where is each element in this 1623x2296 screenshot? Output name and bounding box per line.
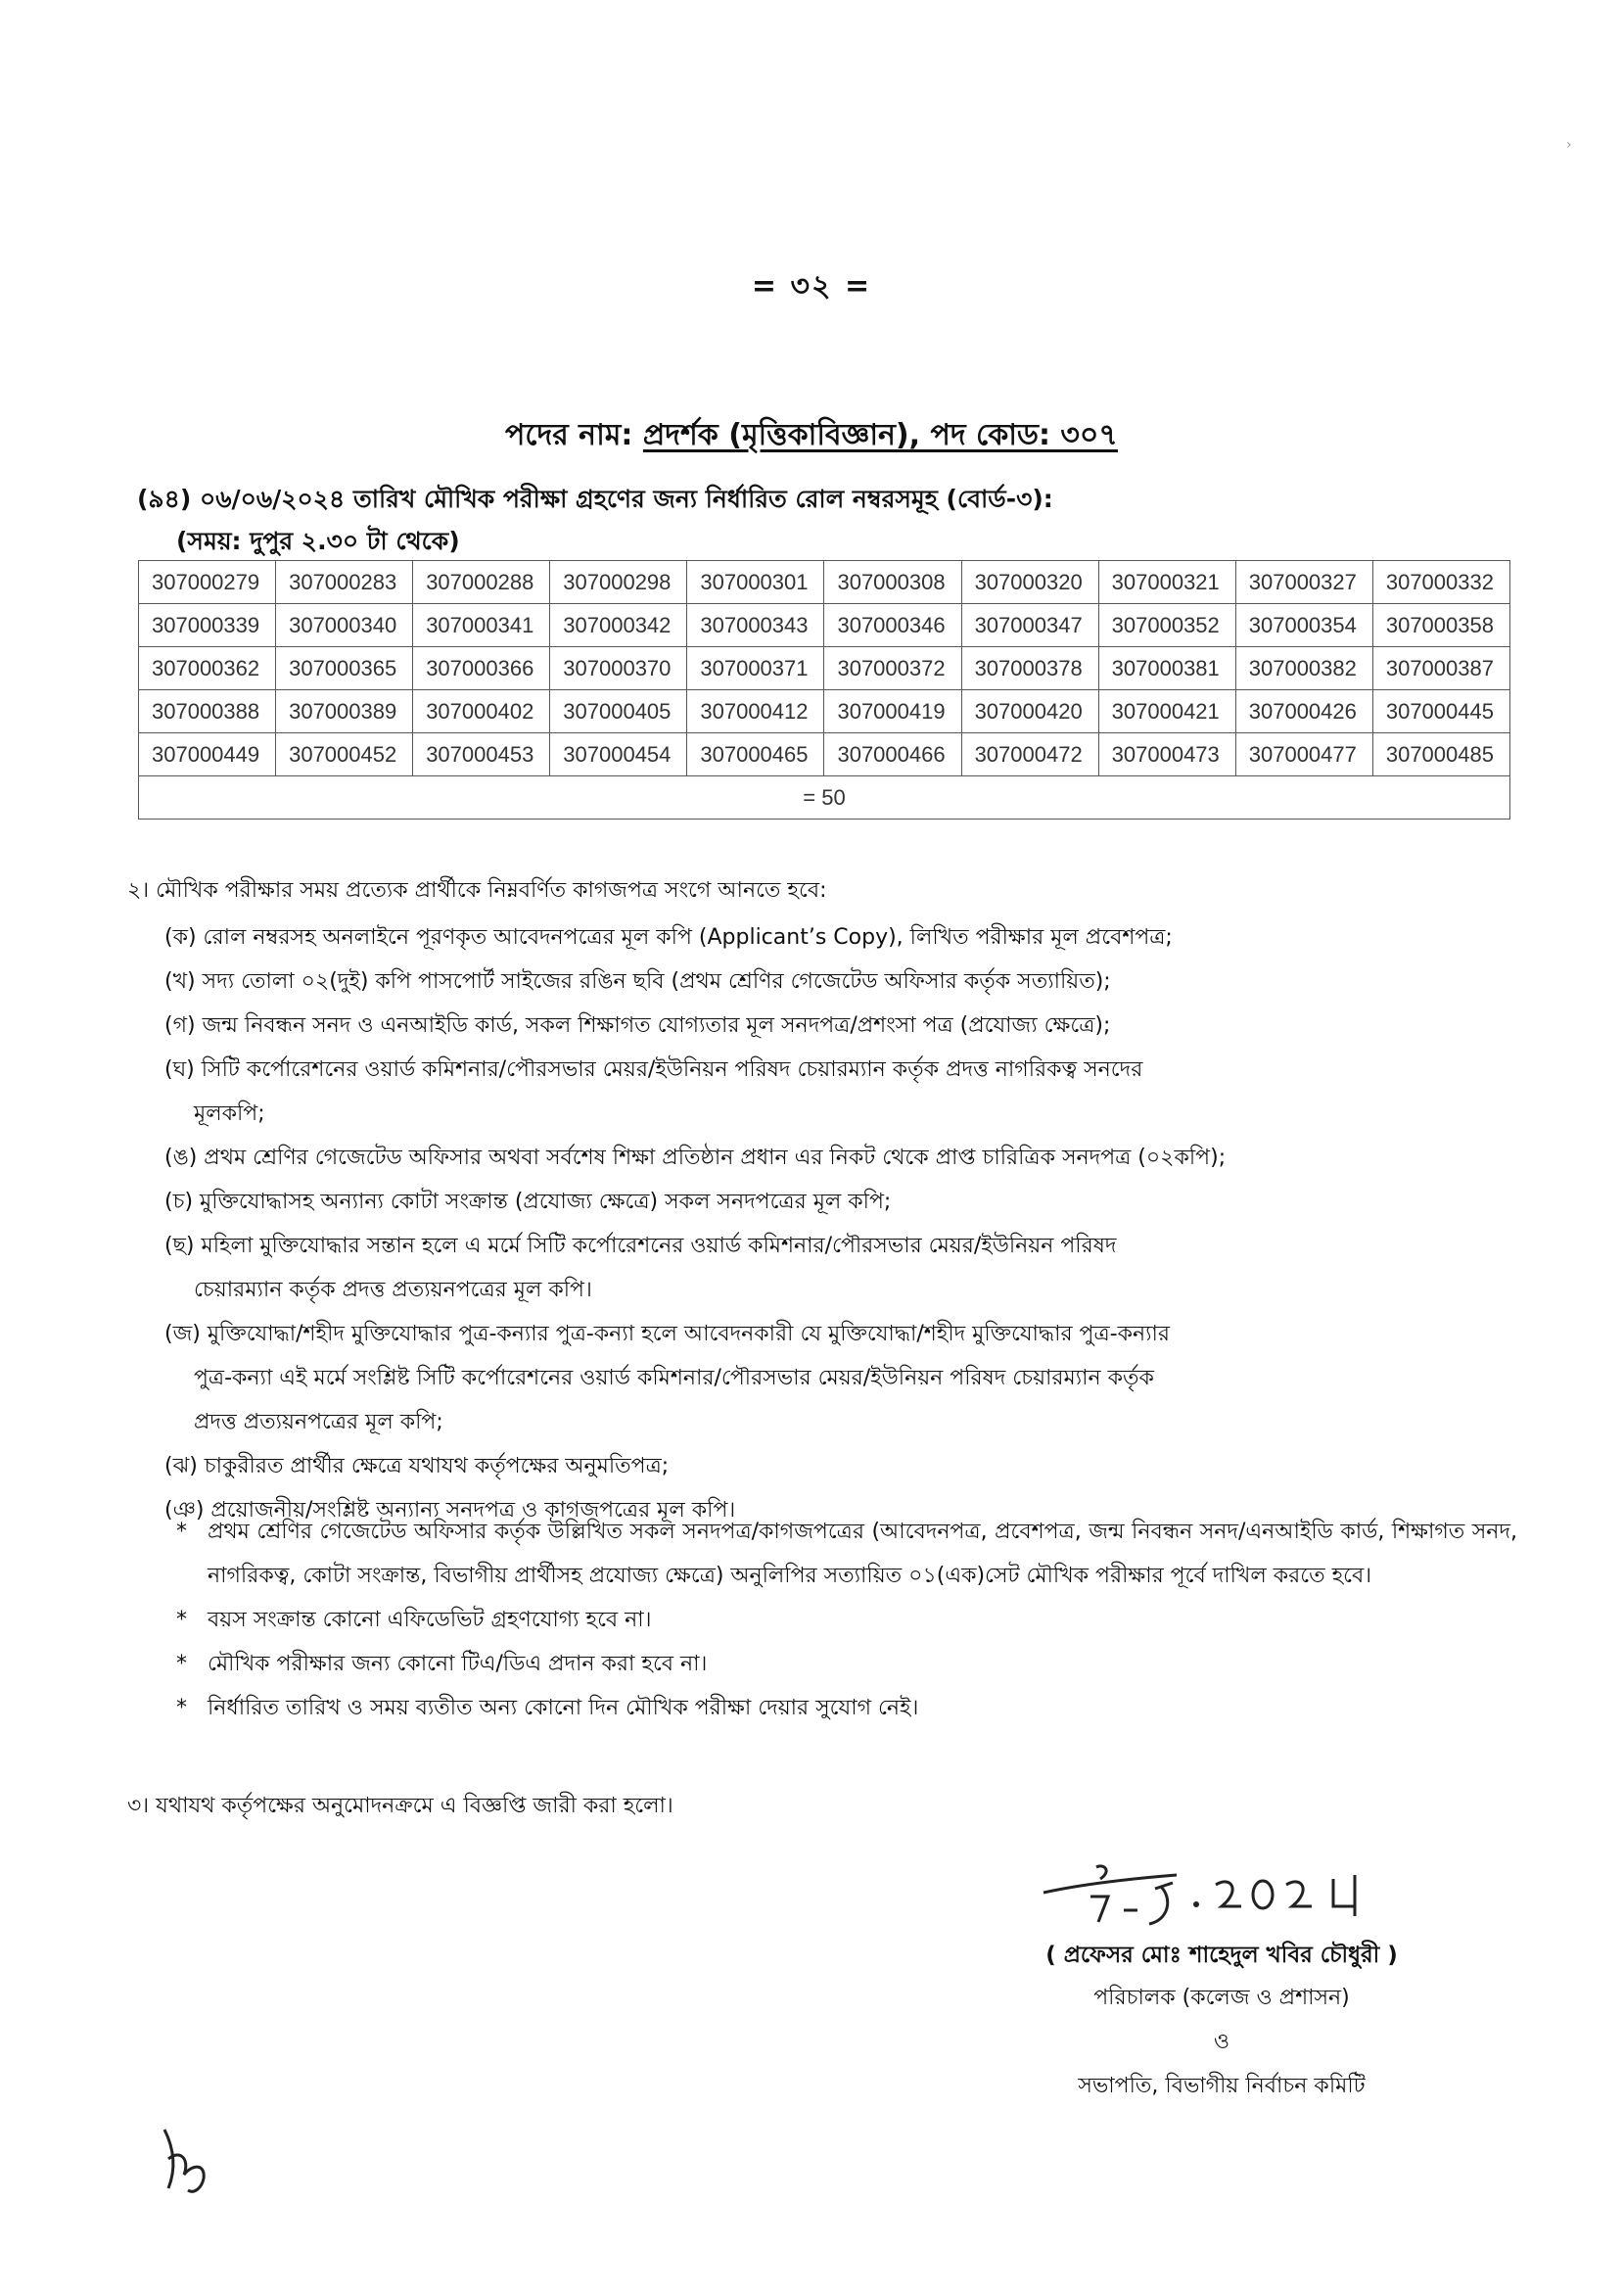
roll-number-cell: 307000362 (139, 647, 276, 690)
roll-number-cell: 307000346 (824, 604, 961, 647)
roll-number-cell: 307000382 (1235, 647, 1372, 690)
list-item (164, 915, 1515, 960)
list-item-text: (খ) সদ্য তোলা ০২(দুই) কপি পাসপোর্ট সাইজের রঙিন ছবি (প্রথম শ্রেণির গেজেটেড অফিসার কর্তৃক সত্যায়িত); (164, 969, 1111, 994)
roll-number-cell: 307000420 (961, 690, 1098, 733)
list-item (164, 1224, 1515, 1312)
section-2-intro: ২। মৌখিক পরীক্ষার সময় প্রত্যেক প্রার্থীকে নিম্নবর্ণিত কাগজপত্র সংগে আনতে হবে: (127, 878, 827, 903)
roll-number-cell: 307000449 (139, 733, 276, 776)
roll-number-cell: 307000381 (1098, 647, 1235, 690)
note-item (176, 1598, 1517, 1642)
schedule-heading: (৯৪) ০৬/০৬/২০২৪ তারিখ মৌখিক পরীক্ষা গ্রহণের জন্য নির্ধারিত রোল নম্বরসমূহ (বোর্ড-৩): (137, 485, 1053, 513)
list-item-continuation: চেয়ারম্যান কর্তৃক প্রদত্ত প্রত্যয়নপত্রের মূল কপি। (194, 1278, 592, 1302)
post-label: পদের নাম: (505, 418, 643, 452)
roll-number-cell: 307000339 (139, 604, 276, 647)
roll-number-cell: 307000387 (1372, 647, 1509, 690)
list-item (164, 1180, 1515, 1224)
roll-number-cell: 307000341 (413, 604, 550, 647)
bullet-asterisk: * (176, 1608, 187, 1632)
roll-number-cell: 307000298 (550, 561, 687, 604)
post-name: প্রদর্শক (মৃত্তিকাবিজ্ঞান), পদ কোড: ৩০৭ (642, 418, 1118, 452)
roll-number-cell: 307000358 (1372, 604, 1509, 647)
note-text: নির্ধারিত তারিখ ও সময় ব্যতীত অন্য কোনো দিন মৌখিক পরীক্ষা দেয়ার সুযোগ নেই। (208, 1696, 919, 1720)
list-item-text: (জ) মুক্তিযোদ্ধা/শহীদ মুক্তিযোদ্ধার পুত্র-কন্যার পুত্র-কন্যা হলে আবেদনকারী যে মুক্তিযোদ্ধা/শহীদ মুক্তিযোদ্ধার পুত্র-কন্যার (164, 1322, 1170, 1346)
roll-number-table (138, 560, 1510, 820)
note-item (176, 1686, 1517, 1730)
post-title (0, 411, 1623, 461)
signer-name: ( প্রফেসর মোঃ শাহেদুল খবির চৌধুরী ) (1045, 1943, 1398, 1968)
list-item-text: (ঘ) সিটি কর্পোরেশনের ওয়ার্ড কমিশনার/পৌরসভার মেয়র/ইউনিয়ন পরিষদ চেয়ারম্যান কর্তৃক প্রদত্ত নাগরিকত্ব সনদের (164, 1057, 1143, 1082)
note-text: মৌখিক পরীক্ষার জন্য কোনো টিএ/ডিএ প্রদান করা হবে না। (208, 1652, 708, 1676)
roll-number-cell: 307000372 (824, 647, 961, 690)
roll-number-cell: 307000308 (824, 561, 961, 604)
roll-number-cell: 307000340 (276, 604, 413, 647)
note-text: প্রথম শ্রেণির গেজেটেড অফিসার কর্তৃক উল্লিখিত সকল সনদপত্র/কাগজপত্রের (আবেদনপত্র, প্রবেশপত্র, জন্ম নিবন্ধন সনদ/এনআইডি কার্ড, শিক্ষাগত সনদ, নাগরিকত্ব, কোটা সংক্রান্ত, বিভাগীয় প্রার্থীসহ প্রযোজ্য ক্ষেত্রে) অনুলিপির সত্যায়িত ০১(এক)সেট মৌখিক পরীক্ষার পূর্বে দাখিল করতে হবে। (208, 1520, 1517, 1588)
roll-number-cell: 307000452 (276, 733, 413, 776)
roll-number-cell: 307000412 (687, 690, 824, 733)
roll-number-cell: 307000405 (550, 690, 687, 733)
table-row (139, 604, 1510, 647)
roll-number-cell: 307000352 (1098, 604, 1235, 647)
list-item-text: (ক) রোল নম্বরসহ অনলাইনে পূরণকৃত আবেদনপত্রের মূল কপি (Applicant’s Copy), লিখিত পরীক্ষার মূল প্রবেশপত্র; (164, 925, 1173, 950)
roll-number-cell: 307000283 (276, 561, 413, 604)
roll-number-cell: 307000371 (687, 647, 824, 690)
list-item (164, 1004, 1515, 1048)
roll-number-cell: 307000485 (1372, 733, 1509, 776)
roll-number-cell: 307000366 (413, 647, 550, 690)
roll-number-cell: 307000332 (1372, 561, 1509, 604)
roll-number-cell: 307000421 (1098, 690, 1235, 733)
list-item-text: (গ) জন্ম নিবন্ধন সনদ ও এনআইডি কার্ড, সকল শিক্ষাগত যোগ্যতার মূল সনদপত্র/প্রশংসা পত্র (প্রযোজ্য ক্ষেত্রে); (164, 1013, 1111, 1038)
list-item-text: (ঝ) চাকুরীরত প্রার্থীর ক্ষেত্রে যথাযথ কর্তৃপক্ষের অনুমতিপত্র; (164, 1454, 670, 1478)
bullet-asterisk: * (176, 1696, 187, 1720)
list-item (164, 1312, 1515, 1444)
section-3-text: ৩। যথাযথ কর্তৃপক্ষের অনুমোদনক্রমে এ বিজ্ঞপ্তি জারী করা হলো। (127, 1794, 673, 1818)
notes-list (176, 1510, 1517, 1730)
bullet-asterisk: * (176, 1652, 187, 1676)
roll-number-cell: 307000342 (550, 604, 687, 647)
roll-number-cell: 307000445 (1372, 690, 1509, 733)
handwritten-date-signature (1040, 1846, 1412, 1934)
table-row (139, 733, 1510, 776)
note-item (176, 1642, 1517, 1686)
total-count: = 50 (139, 776, 1510, 820)
roll-number-cell: 307000288 (413, 561, 550, 604)
list-item-text: (ঙ) প্রথম শ্রেণির গেজেটেড অফিসার অথবা সর্বশেষ শিক্ষা প্রতিষ্ঠান প্রধান এর নিকট থেকে প্রাপ্ত চারিত্রিক সনদপত্র (০২কপি); (164, 1146, 1227, 1170)
roll-number-cell: 307000419 (824, 690, 961, 733)
roll-number-cell: 307000320 (961, 561, 1098, 604)
note-text: বয়স সংক্রান্ত কোনো এফিডেভিট গ্রহণযোগ্য হবে না। (208, 1608, 652, 1632)
handwritten-initial (155, 2120, 223, 2208)
roll-number-cell: 307000453 (413, 733, 550, 776)
list-item-text: (চ) মুক্তিযোদ্ধাসহ অন্যান্য কোটা সংক্রান্ত (প্রযোজ্য ক্ষেত্রে) সকল সনদপত্রের মূল কপি; (164, 1190, 892, 1214)
roll-number-cell: 307000454 (550, 733, 687, 776)
roll-number-cell: 307000466 (824, 733, 961, 776)
roll-number-cell: 307000354 (1235, 604, 1372, 647)
list-item-text: (ঞ) প্রয়োজনীয়/সংশ্লিষ্ট অন্যান্য সনদপত্র ও কাগজপত্রের মূল কপি। (164, 1498, 736, 1523)
roll-number-cell: 307000388 (139, 690, 276, 733)
list-item (164, 1048, 1515, 1136)
roll-number-cell: 307000365 (276, 647, 413, 690)
roll-number-cell: 307000472 (961, 733, 1098, 776)
roll-number-cell: 307000343 (687, 604, 824, 647)
table-total-row (139, 776, 1510, 820)
roll-number-cell: 307000465 (687, 733, 824, 776)
margin-mark: › (1566, 137, 1572, 153)
bullet-asterisk: * (176, 1520, 187, 1544)
roll-number-cell: 307000347 (961, 604, 1098, 647)
list-item-continuation: মূলকপি; (194, 1101, 265, 1126)
list-item (164, 960, 1515, 1004)
list-item (164, 1444, 1515, 1488)
list-item-continuation: পুত্র-কন্যা এই মর্মে সংশ্লিষ্ট সিটি কর্পোরেশনের ওয়ার্ড কমিশনার/পৌরসভার মেয়র/ইউনিয়ন পরিষদ চেয়ারম্যান কর্তৃক (194, 1366, 1154, 1390)
signer-committee: সভাপতি, বিভাগীয় নির্বাচন কমিটি (1078, 2074, 1366, 2098)
roll-number-cell: 307000301 (687, 561, 824, 604)
roll-number-cell: 307000378 (961, 647, 1098, 690)
list-item (164, 1136, 1515, 1180)
signer-designation: পরিচালক (কলেজ ও প্রশাসন) (1093, 1986, 1350, 2010)
roll-number-cell: 307000327 (1235, 561, 1372, 604)
roll-number-cell: 307000426 (1235, 690, 1372, 733)
signer-conjunction: ও (1213, 2030, 1230, 2054)
schedule-time: (সময়: দুপুর ২.৩০ টা থেকে) (176, 527, 460, 555)
roll-number-cell: 307000402 (413, 690, 550, 733)
roll-number-cell: 307000370 (550, 647, 687, 690)
table-row (139, 690, 1510, 733)
table-row (139, 561, 1510, 604)
roll-number-cell: 307000473 (1098, 733, 1235, 776)
roll-number-cell: 307000477 (1235, 733, 1372, 776)
page-number: = ৩২ = (751, 269, 872, 304)
list-item-continuation: প্রদত্ত প্রত্যয়নপত্রের মূল কপি; (194, 1410, 443, 1434)
required-documents-list (164, 915, 1515, 1532)
roll-number-cell: 307000279 (139, 561, 276, 604)
roll-number-cell: 307000321 (1098, 561, 1235, 604)
roll-number-cell: 307000389 (276, 690, 413, 733)
list-item-text: (ছ) মহিলা মুক্তিযোদ্ধার সন্তান হলে এ মর্মে সিটি কর্পোরেশনের ওয়ার্ড কমিশনার/পৌরসভার মেয়র/ইউনিয়ন পরিষদ (164, 1234, 1117, 1258)
note-item (176, 1510, 1517, 1598)
table-row (139, 647, 1510, 690)
